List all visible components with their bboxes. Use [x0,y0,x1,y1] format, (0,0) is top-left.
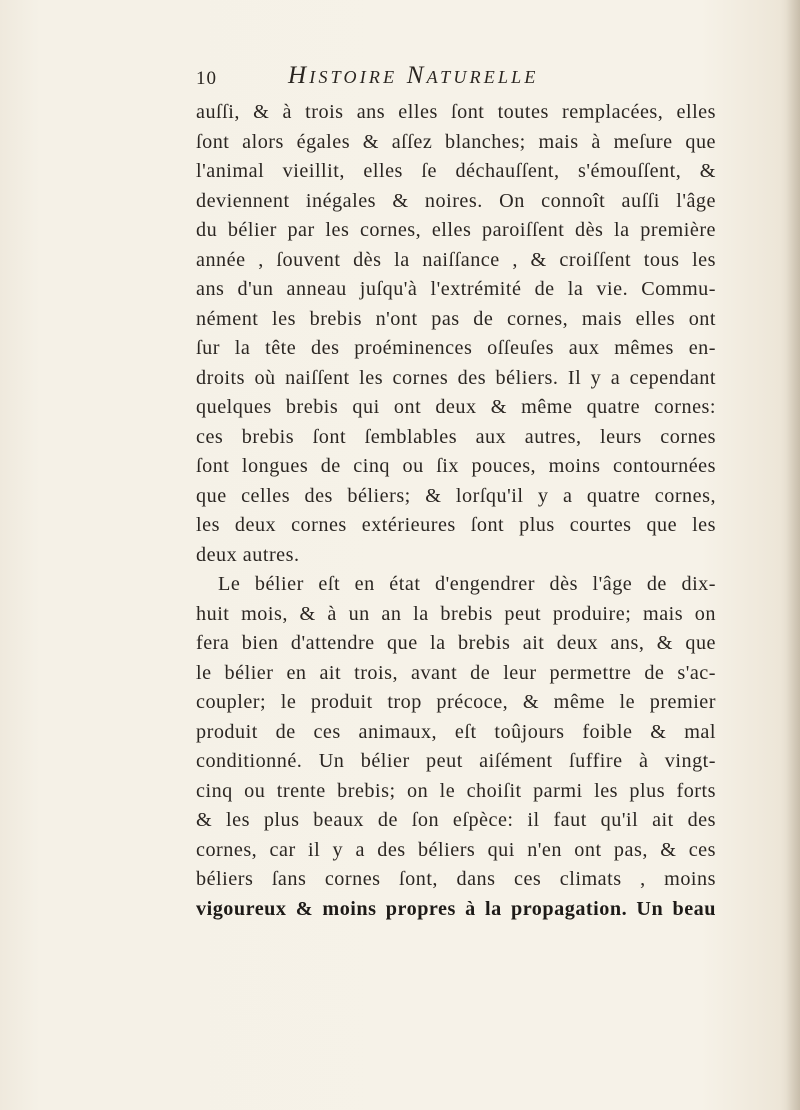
running-title: Histoire Naturelle [288,62,539,89]
text-line: deux autres. [196,543,300,566]
text-line: ſont longues de cinq ou ſix pouces, moins contournées [196,455,716,477]
paragraph-start-line: Le bélier eſt en état d'engendrer dès l'âge de dix- [218,573,716,595]
text-line: deviennent inégales & noires. On connoît auſſi l'âge [196,189,716,212]
text-line: auſſi, & à trois ans elles ſont toutes remplacées, elles [196,101,716,123]
text-line: ans d'un anneau juſqu'à l'extrémité de la vie. Commu- [196,278,716,300]
text-line: l'animal vieillit, elles ſe déchauſſent, s'émouſſent, & [196,160,716,182]
text-line: nément les brebis n'ont pas de cornes, mais elles ont [196,307,716,330]
page-header [196,62,616,94]
text-line: coupler; le produit trop précoce, & même le premier [196,691,716,713]
text-line: année , ſouvent dès la naiſſance , & croiſſent tous les [196,248,716,271]
text-line: ces brebis ſont ſemblables aux autres, leurs cornes [196,425,716,448]
text-line: du bélier par les cornes, elles paroiſſent dès la première [196,219,716,241]
text-line: & les plus beaux de ſon eſpèce: il faut qu'il ait des [196,809,716,831]
text-line: quelques brebis qui ont deux & même quatre cornes: [196,396,716,418]
page-edge-shadow [786,0,800,1110]
page-number: 10 [196,68,217,89]
text-line: cinq ou trente brebis; on le choiſit parmi les plus forts [196,779,716,802]
text-line: produit de ces animaux, eſt toûjours foible & mal [196,720,716,743]
text-line: droits où naiſſent les cornes des béliers. Il y a cependant [196,366,716,389]
text-line: ſont alors égales & aſſez blanches; mais à meſure que [196,130,716,153]
text-line: conditionné. Un bélier peut aiſément ſuffire à vingt- [196,750,716,772]
text-line: que celles des béliers; & lorſqu'il y a quatre cornes, [196,484,716,507]
text-line: ſur la tête des proéminences oſſeuſes aux mêmes en- [196,337,716,359]
text-line: cornes, car il y a des béliers qui n'en ont pas, & ces [196,838,716,861]
body-text [196,98,716,924]
text-line: le bélier en ait trois, avant de leur permettre de s'ac- [196,661,716,684]
text-line: vigoureux & moins propres à la propagation. Un beau [196,897,716,920]
text-line: les deux cornes extérieures ſont plus courtes que les [196,514,716,536]
text-line: huit mois, & à un an la brebis peut produire; mais on [196,602,716,625]
text-line: fera bien d'attendre que la brebis ait deux ans, & que [196,632,716,654]
text-line: béliers ſans cornes ſont, dans ces climats , moins [196,868,716,890]
